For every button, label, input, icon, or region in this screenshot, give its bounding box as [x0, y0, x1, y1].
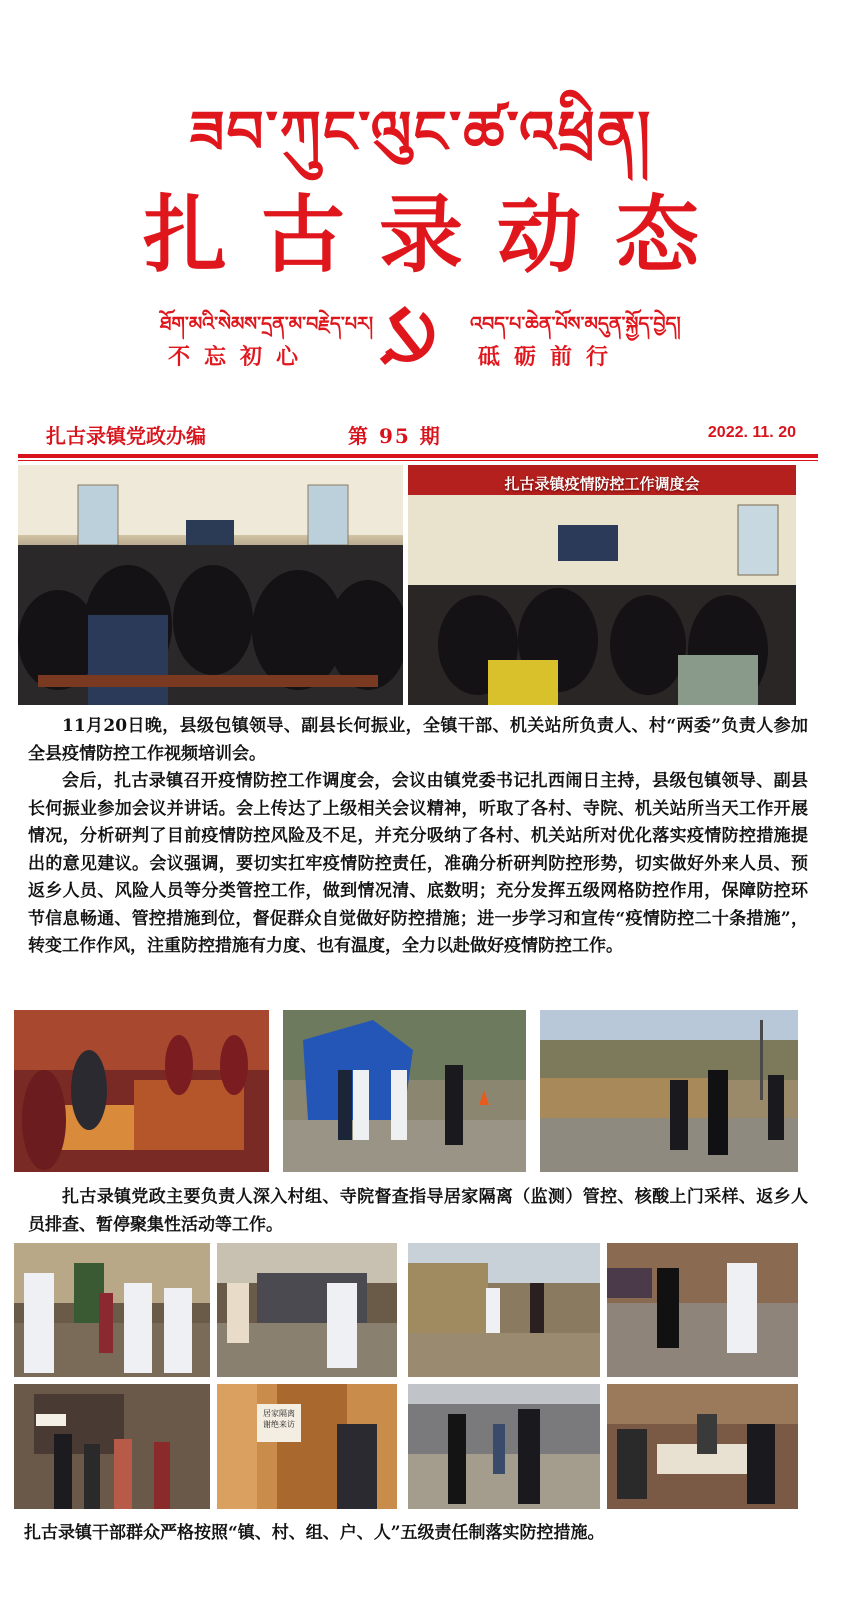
newsletter-title: 扎古录动态 [142, 185, 733, 284]
village-inspection-photo [540, 1010, 798, 1172]
editor-label: 扎古录镇党政办编 [46, 424, 206, 448]
tibetan-title: ཟབ་ཀུང་ལུང་ཚ་འཕྲིན། [189, 98, 653, 166]
meeting-photo-left [18, 465, 403, 705]
grid-check-photo-4 [607, 1384, 798, 1509]
sampling-photo-3 [408, 1243, 600, 1377]
issue-date: 2022. 11. 20 [707, 424, 796, 441]
slogan-right-tibetan: འབད་པ་ཆེན་པོས་མདུན་སྐྱོད་བྱེད། [470, 313, 681, 335]
issue-header [18, 412, 818, 462]
grid-check-photo-1 [14, 1384, 210, 1509]
sampling-photo-4 [607, 1243, 798, 1377]
slogan-left: 不忘初心 [168, 344, 313, 370]
masthead [0, 0, 842, 400]
home-isolation-sign: 居家隔离 谢绝来访 [263, 1409, 295, 1429]
grid-check-photo-3 [408, 1384, 600, 1509]
divider-thick [18, 454, 818, 458]
sampling-photo-1 [14, 1243, 210, 1377]
slogan-right: 砥砺前行 [478, 344, 623, 370]
paragraph-1: 11月20日晚，县级包镇领导、副县长何振业，全镇干部、机关站所负责人、村“两委”负责人参加全县疫情防控工作视频培训会。 [28, 716, 808, 764]
closing-caption [24, 1520, 804, 1548]
issue-number: 第 95 期 [348, 424, 442, 448]
paragraph-4: 扎古录镇干部群众严格按照“镇、村、组、户、人”五级责任制落实防控措施。 [24, 1523, 605, 1543]
grid-check-photo-2 [217, 1384, 397, 1509]
sampling-photo-2 [217, 1243, 397, 1377]
checkpoint-photo [283, 1010, 526, 1172]
slogan-left-tibetan: ཐོག་མའི་སེམས་དྲན་མ་བརྗེད་པར། [160, 313, 374, 335]
paragraph-2: 会后，扎古录镇召开疫情防控工作调度会，会议由镇党委书记扎西闹日主持，县级包镇领导、副县长何振业参加会议并讲话。会上传达了上级相关会议精神，听取了各村、寺院、机关站所当天工作开展情况，分析研判了目前疫情防控风险及不足，并充分吸纳了各村、机关站所对优化落实疫情防控措施提出的意见建议。会议强调，要切实扛牢疫情防控责任，准确分析研判防控形势，切实做好外来人员、预返乡人员、风险人员等分类管控工作，做到情况清、底数明；充分发挥五级网格防控作用，保障防控环节信息畅通、管控措施到位，督促群众自觉做好防控措施；进一步学习和宣传“疫情防控二十条措施”，转变工作作风，注重防控措施有力度、也有温度，全力以赴做好疫情防控工作。 [28, 771, 808, 956]
monastery-visit-photo [14, 1010, 269, 1172]
inspection-caption [28, 1184, 808, 1239]
meeting-photo-right [408, 465, 796, 705]
party-emblem-icon [375, 300, 445, 370]
meeting-banner: 扎古录镇疫情防控工作调度会 [504, 475, 700, 493]
paragraph-3: 扎古录镇党政主要负责人深入村组、寺院督查指导居家隔离（监测）管控、核酸上门采样、返乡人员排查、暂停聚集性活动等工作。 [28, 1187, 808, 1235]
article-body [28, 713, 808, 961]
divider-thin [18, 460, 818, 461]
